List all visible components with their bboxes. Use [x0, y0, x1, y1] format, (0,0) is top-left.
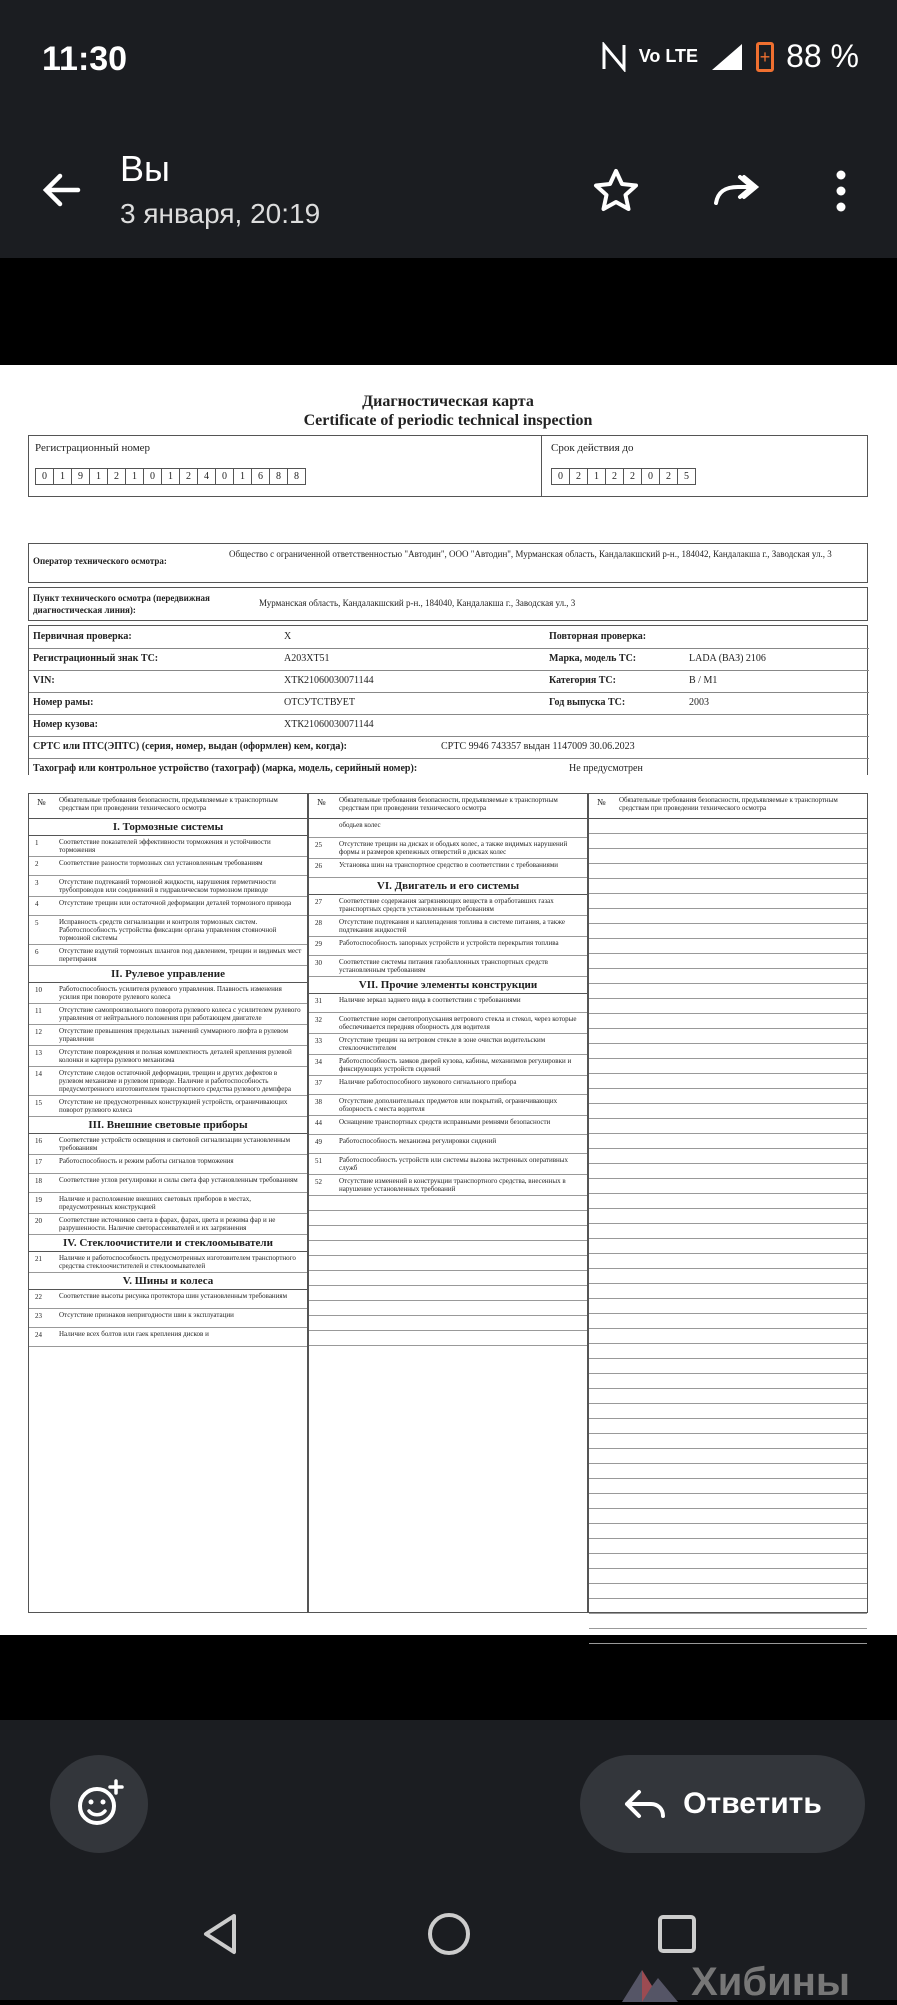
empty-row: [589, 1224, 867, 1239]
item-text: Установка шин на транспортное средство в соответствии с требованиями: [339, 861, 559, 869]
vehicle-row: [29, 626, 869, 649]
empty-row: [589, 1494, 867, 1509]
row-label: Первичная проверка:: [33, 631, 132, 642]
empty-row: [589, 1344, 867, 1359]
empty-row: [589, 819, 867, 834]
reaction-button[interactable]: [50, 1755, 148, 1853]
requirement-item: [29, 836, 307, 857]
back-arrow-icon[interactable]: [38, 166, 86, 214]
empty-row: [589, 1044, 867, 1059]
item-number: 2: [35, 860, 39, 868]
reg-digit: 1: [53, 468, 72, 485]
valid-date: [551, 468, 695, 485]
vehicle-row: [29, 714, 869, 737]
valid-digit: 2: [605, 468, 624, 485]
item-text: Отсутствие трещин на ветровом стекле в зоне очистки водительским стеклоочистителем: [339, 1036, 546, 1052]
empty-row: [589, 1509, 867, 1524]
volte-label: Vo LTE: [638, 46, 699, 66]
empty-row: [589, 1404, 867, 1419]
requirements-table: [28, 793, 868, 1613]
item-text: Отсутствие не предусмотренных конструкцией устройств, ограничивающих поворот рулевого колеса: [59, 1098, 288, 1114]
section-title: VII. Прочие элементы конструкции: [309, 977, 587, 994]
empty-row: [589, 1029, 867, 1044]
item-number: 21: [35, 1255, 42, 1263]
empty-row: [589, 1254, 867, 1269]
document-image[interactable]: [0, 365, 897, 1635]
empty-row: [589, 864, 867, 879]
empty-row: [309, 1196, 587, 1211]
item-text: Наличие зеркал заднего вида в соответствии с требованиями: [339, 996, 521, 1004]
item-text: Работоспособность усилителя рулевого управления. Плавность изменения усилия при повороте рулевого колеса: [59, 985, 282, 1001]
empty-row: [589, 939, 867, 954]
empty-row: [589, 1209, 867, 1224]
requirement-item: [309, 859, 587, 878]
item-number: 18: [35, 1177, 42, 1185]
item-number: 33: [315, 1037, 322, 1045]
item-text: Соответствие норм светопропускания ветрового стекла и стекол, через которые обеспечивается передняя обзорность для водителя: [339, 1015, 577, 1031]
requirement-item: [309, 1013, 587, 1034]
item-text: Соответствие содержания загрязняющих веществ в отработавших газах транспортных средств установленным требованиям: [339, 897, 554, 913]
item-number: 1: [35, 839, 39, 847]
section-title: III. Внешние световые приборы: [29, 1117, 307, 1134]
empty-row: [309, 1301, 587, 1316]
item-number: 12: [35, 1028, 42, 1036]
section-title: II. Рулевое управление: [29, 966, 307, 983]
item-text: Соответствие устройств освещения и световой сигнализации установленным требованиям: [59, 1136, 291, 1152]
row-value-2: B / M1: [689, 675, 718, 686]
requirement-item: [309, 1175, 587, 1196]
row-label: VIN:: [33, 675, 55, 686]
item-number: 49: [315, 1138, 322, 1146]
srts-value: СРТС 9946 743357 выдан 1147009 30.06.2023: [441, 741, 635, 752]
battery-percent: 88 %: [786, 38, 859, 74]
requirement-item: [29, 1174, 307, 1193]
row-value: ХТК21060030071144: [284, 675, 374, 686]
valid-digit: 0: [551, 468, 570, 485]
item-number: 29: [315, 940, 322, 948]
item-text: Работоспособность устройств или системы вызова экстренных оперативных служб: [339, 1156, 568, 1172]
requirement-item: [29, 876, 307, 897]
item-text: Отсутствие трещин или остаточной деформации деталей тормозного привода: [59, 899, 292, 907]
empty-row: [589, 1389, 867, 1404]
section-title: V. Шины и колеса: [29, 1273, 307, 1290]
row-value: ХТК21060030071144: [284, 719, 374, 730]
empty-row: [589, 909, 867, 924]
item-number: 30: [315, 959, 322, 967]
tacho-label: Тахограф или контрольное устройство (тахограф) (марка, модель, серийный номер):: [33, 763, 418, 774]
reg-digit: 0: [143, 468, 162, 485]
reg-digit: 1: [125, 468, 144, 485]
requirement-item: [309, 994, 587, 1013]
requirement-item: [29, 1134, 307, 1155]
empty-row: [589, 1119, 867, 1134]
item-number: 24: [35, 1331, 42, 1339]
item-text: Соответствие источников света в фарах, фарах, цвета и режима фар и не разрушенности. Наличие светорассеивателей и их загрязнения: [59, 1216, 276, 1232]
empty-row: [589, 1554, 867, 1569]
section-title: I. Тормозные системы: [29, 819, 307, 836]
emoji-add-icon: [50, 1755, 148, 1853]
requirement-item: [29, 857, 307, 876]
requirement-item: [29, 1328, 307, 1347]
watermark: [620, 1960, 850, 2005]
empty-row: [589, 1269, 867, 1284]
empty-row: [589, 1074, 867, 1089]
item-number: 31: [315, 997, 322, 1005]
row-label-2: Год выпуска ТС:: [549, 697, 626, 708]
section-title: IV. Стеклоочистители и стеклоомыватели: [29, 1235, 307, 1252]
requirement-item: [309, 1154, 587, 1175]
empty-row: [589, 1164, 867, 1179]
requirement-item: [309, 1034, 587, 1055]
empty-row: [589, 1569, 867, 1584]
vehicle-row: [29, 692, 869, 715]
empty-row: [589, 1449, 867, 1464]
row-value: ОТСУТСТВУЕТ: [284, 697, 355, 708]
item-text: Соответствие высоты рисунка протектора шин установленным требованиям: [59, 1292, 288, 1300]
requirement-item: [309, 895, 587, 916]
empty-row: [589, 1599, 867, 1614]
row-value-2: 2003: [689, 697, 709, 708]
empty-row: [589, 1014, 867, 1029]
empty-row: [309, 1286, 587, 1301]
requirement-item: [29, 1290, 307, 1309]
empty-row: [589, 1194, 867, 1209]
item-text: Исправность средств сигнализации и контроля тормозных систем. Работоспособность устройства фиксации органа управления стояночной тормозной системы: [59, 918, 277, 942]
app-bar: [0, 110, 897, 258]
reg-digit: 6: [251, 468, 270, 485]
empty-row: [589, 849, 867, 864]
item-text: Соответствие показателей эффективности торможения и устойчивости торможения: [59, 838, 271, 854]
requirement-item: [29, 916, 307, 945]
vehicle-row: [29, 648, 869, 671]
row-value: А203ХТ51: [284, 653, 330, 664]
requirement-item: [29, 1214, 307, 1235]
item-number: 25: [315, 841, 322, 849]
col-no: №: [37, 797, 46, 807]
reply-button[interactable]: [580, 1755, 865, 1853]
requirement-item: [29, 945, 307, 966]
empty-row: [589, 1539, 867, 1554]
empty-row: [589, 1314, 867, 1329]
valid-digit: 2: [569, 468, 588, 485]
section-title: VI. Двигатель и его системы: [309, 878, 587, 895]
item-number: 10: [35, 986, 42, 994]
item-text: Отсутствие изменений в конструкции транспортного средства, внесенных в нарушение установленных требований: [339, 1177, 566, 1193]
requirement-item: [309, 838, 587, 859]
empty-row: [589, 1524, 867, 1539]
reg-digit: 0: [215, 468, 234, 485]
reply-label: Ответить: [683, 1787, 822, 1820]
col-no: №: [317, 797, 326, 807]
item-number: 28: [315, 919, 322, 927]
item-number: 20: [35, 1217, 42, 1225]
empty-row: [589, 1239, 867, 1254]
requirement-item: [29, 1067, 307, 1096]
requirement-item: [29, 983, 307, 1004]
item-text: Наличие и работоспособность предусмотренных изготовителем транспортного средства стеклоочистителей и стеклоомывателей: [59, 1254, 296, 1270]
item-number: 14: [35, 1070, 42, 1078]
col-right: [588, 793, 868, 1613]
clock: 11:30: [42, 40, 128, 78]
item-number: 16: [35, 1137, 42, 1145]
item-text: Отсутствие вздутий тормозных шлангов под давлением, трещин и видимых мест перетирания: [59, 947, 302, 963]
reg-digit: 9: [71, 468, 90, 485]
requirement-item: [29, 897, 307, 916]
inspection-certificate: [28, 393, 868, 1339]
empty-row: [589, 1614, 867, 1629]
reg-digit: 2: [107, 468, 126, 485]
col-header: Обязательные требования безопасности, предъявляемые к транспортным средствам при проведении технического осмотра: [619, 796, 838, 812]
row-value-2: LADA (ВАЗ) 2106: [689, 653, 766, 664]
empty-row: [589, 1434, 867, 1449]
reg-digit: 1: [233, 468, 252, 485]
item-number: 27: [315, 898, 322, 906]
requirement-item: [309, 916, 587, 937]
empty-row: [589, 1359, 867, 1374]
item-text: Работоспособность замков дверей кузова, кабины, механизмов регулировки и фиксирующих устройств сидений: [339, 1057, 572, 1073]
operator-label: Оператор технического осмотра:: [33, 556, 167, 566]
requirement-item: [29, 1025, 307, 1046]
requirement-item: [309, 1135, 587, 1154]
item-text: Отсутствие следов остаточной деформации, трещин и других дефектов в рулевом механизме и рулевом приводе. Наличие и работоспособность предусмотренного изготовителем транспортного средства рулевого демпфера: [59, 1069, 291, 1093]
empty-row: [589, 1584, 867, 1599]
nav-recents-icon[interactable]: [655, 1912, 699, 1956]
col-left: [28, 793, 308, 1613]
nav-home-icon[interactable]: [425, 1910, 473, 1958]
requirement-item: [29, 1004, 307, 1025]
item-number: 52: [315, 1178, 322, 1186]
empty-row: [589, 1179, 867, 1194]
empty-row: [589, 1329, 867, 1344]
empty-row: [589, 1149, 867, 1164]
mountain-logo-icon: [620, 1964, 680, 2004]
item-text: Отсутствие признаков непригодности шин к эксплуатации: [59, 1311, 234, 1319]
empty-row: [589, 1134, 867, 1149]
vehicle-row: [29, 670, 869, 693]
empty-row: [309, 1271, 587, 1286]
reg-digit: 4: [197, 468, 216, 485]
col-no: №: [597, 797, 606, 807]
requirement-item: [309, 937, 587, 956]
row-label-2: Повторная проверка:: [549, 631, 647, 642]
item-number: 34: [315, 1058, 322, 1066]
item-number: 23: [35, 1312, 42, 1320]
item-text: Отсутствие подтекания и каплепадения топлива в системе питания, а также подтекания жидкостей: [339, 918, 566, 934]
item-text: Работоспособность и режим работы сигналов торможения: [59, 1157, 234, 1165]
item-text: Отсутствие дополнительных предметов или покрытий, ограничивающих обзорность с места водителя: [339, 1097, 558, 1113]
requirement-item: [309, 1055, 587, 1076]
item-number: 38: [315, 1098, 322, 1106]
battery-icon: [756, 42, 774, 72]
signal-icon: [710, 42, 744, 72]
requirement-item: [309, 819, 587, 838]
reg-digit: 2: [179, 468, 198, 485]
reg-digit: 1: [161, 468, 180, 485]
reg-digit: 0: [35, 468, 54, 485]
item-text: Оснащение транспортных средств исправными ремнями безопасности: [339, 1118, 551, 1126]
watermark-text: Хибины: [691, 1960, 851, 2004]
reg-digit: 1: [89, 468, 108, 485]
requirement-item: [29, 1193, 307, 1214]
message-date: 3 января, 20:19: [120, 198, 321, 229]
item-text: Отсутствие повреждения и полная комплектность деталей крепления рулевой колонки и картера рулевого механизма: [59, 1048, 292, 1064]
empty-row: [589, 834, 867, 849]
empty-row: [589, 984, 867, 999]
item-number: 19: [35, 1196, 42, 1204]
item-number: 22: [35, 1293, 42, 1301]
requirement-item: [29, 1046, 307, 1067]
requirement-item: [29, 1252, 307, 1273]
empty-row: [589, 1104, 867, 1119]
srts-label: СРТС или ПТС(ЭПТС) (серия, номер, выдан (оформлен) кем, когда):: [33, 741, 347, 752]
row-label: Регистрационный знак ТС:: [33, 653, 159, 664]
nfc-icon: [601, 42, 627, 72]
item-text: Соответствие углов регулировки и силы света фар установленным требованиям: [59, 1176, 298, 1184]
reg-digit: 8: [287, 468, 306, 485]
bottom-bar: [0, 1720, 897, 1865]
empty-row: [589, 1464, 867, 1479]
point-block: [28, 587, 868, 621]
reply-icon: [623, 1786, 667, 1822]
empty-row: [309, 1211, 587, 1226]
empty-row: [589, 1284, 867, 1299]
requirement-item: [29, 1155, 307, 1174]
row-label-2: Категория ТС:: [549, 675, 616, 686]
item-number: 44: [315, 1119, 322, 1127]
item-number: 51: [315, 1157, 322, 1165]
reg-digit: 8: [269, 468, 288, 485]
srts-row: [29, 736, 869, 759]
item-number: 13: [35, 1049, 42, 1057]
empty-row: [589, 1089, 867, 1104]
empty-row: [589, 879, 867, 894]
item-text: Наличие и расположение внешних световых приборов в местах, предусмотренных конструкцией: [59, 1195, 251, 1211]
registration-block: [28, 435, 868, 497]
row-label: Номер кузова:: [33, 719, 98, 730]
reg-label: Регистрационный номер: [35, 442, 151, 454]
item-number: 37: [315, 1079, 322, 1087]
item-text: ободьев колес: [339, 821, 381, 829]
item-text: Работоспособность механизма регулировки сидений: [339, 1137, 497, 1145]
valid-digit: 2: [659, 468, 678, 485]
requirement-item: [309, 1116, 587, 1135]
empty-row: [589, 1059, 867, 1074]
item-number: 32: [315, 1016, 322, 1024]
empty-row: [589, 1479, 867, 1494]
item-text: Соответствие разности тормозных сил установленным требованиям: [59, 859, 263, 867]
item-number: 5: [35, 919, 39, 927]
valid-label: Срок действия до: [551, 442, 634, 454]
forward-icon[interactable]: [710, 165, 762, 217]
tacho-row: [29, 758, 869, 780]
item-text: Работоспособность запорных устройств и устройств перекрытия топлива: [339, 939, 559, 947]
tacho-value: Не предусмотрен: [569, 763, 643, 774]
requirement-item: [309, 956, 587, 977]
requirement-item: [29, 1096, 307, 1117]
item-text: Отсутствие самопроизвольного поворота рулевого колеса с усилителем рулевого управления от нейтрального положения при работающем двигателе: [59, 1006, 301, 1022]
row-label-2: Марка, модель ТС:: [549, 653, 637, 664]
valid-digit: 1: [587, 468, 606, 485]
empty-row: [589, 999, 867, 1014]
point-label: Пункт технического осмотра (передвижная диагностическая линия):: [33, 593, 210, 615]
requirement-item: [309, 1076, 587, 1095]
operator-block: [28, 543, 868, 583]
item-number: 4: [35, 900, 39, 908]
empty-row: [589, 1419, 867, 1434]
requirement-item: [309, 1095, 587, 1116]
vehicle-info: [28, 625, 868, 775]
star-icon[interactable]: [590, 165, 642, 217]
empty-row: [309, 1316, 587, 1331]
valid-digit: 5: [677, 468, 696, 485]
item-number: 15: [35, 1099, 42, 1107]
nav-back-icon[interactable]: [198, 1910, 242, 1958]
empty-row: [309, 1256, 587, 1271]
item-text: Соответствие системы питания газобаллонных транспортных средств установленным требованиям: [339, 958, 548, 974]
item-number: 6: [35, 948, 39, 956]
empty-row: [589, 924, 867, 939]
reg-number: [35, 468, 305, 485]
doc-title: Диагностическая карта: [362, 393, 534, 410]
valid-digit: 0: [641, 468, 660, 485]
more-menu-icon[interactable]: [815, 165, 867, 217]
empty-row: [589, 1299, 867, 1314]
item-text: Наличие всех болтов или гаек крепления дисков и: [59, 1330, 209, 1338]
empty-row: [309, 1331, 587, 1346]
item-number: 11: [35, 1007, 42, 1015]
sender-name: Вы: [120, 148, 170, 189]
operator-value: Общество с ограниченной ответственностью "Автодин", ООО "Автодин", Мурманская область, Кандалакшский р-н., 184042, Кандалакша г., Заводская ул., 3: [229, 549, 832, 559]
empty-row: [589, 1629, 867, 1644]
col-header: Обязательные требования безопасности, предъявляемые к транспортным средствам при проведении технического осмотра: [339, 796, 558, 812]
item-text: Отсутствие подтеканий тормозной жидкости, нарушения герметичности трубопроводов или соединений в гидравлическом тормозном приводе: [59, 878, 276, 894]
point-value: Мурманская область, Кандалакшский р-н., 184040, Кандалакша г., Заводская ул., 3: [259, 598, 576, 608]
empty-row: [589, 969, 867, 984]
requirement-item: [29, 1309, 307, 1328]
item-text: Отсутствие превышения предельных значений суммарного люфта в рулевом управлении: [59, 1027, 289, 1043]
valid-digit: 2: [623, 468, 642, 485]
item-text: Отсутствие трещин на дисках и ободьях колес, а также видимых нарушений формы и размеров крепежных отверстий в дисках колес: [339, 840, 568, 856]
col-header: Обязательные требования безопасности, предъявляемые к транспортным средствам при проведении технического осмотра: [59, 796, 278, 812]
empty-row: [589, 894, 867, 909]
row-value: X: [284, 631, 292, 642]
item-text: Наличие работоспособного звукового сигнального прибора: [339, 1078, 517, 1086]
item-number: 26: [315, 862, 322, 870]
empty-row: [309, 1226, 587, 1241]
doc-subtitle: Certificate of periodic technical inspection: [303, 412, 593, 429]
status-icons: [601, 38, 859, 75]
empty-row: [589, 954, 867, 969]
status-bar: [0, 0, 897, 110]
item-number: 17: [35, 1158, 42, 1166]
col-mid: [308, 793, 588, 1613]
row-label: Номер рамы:: [33, 697, 94, 708]
item-number: 3: [35, 879, 39, 887]
empty-row: [589, 1374, 867, 1389]
empty-row: [309, 1241, 587, 1256]
